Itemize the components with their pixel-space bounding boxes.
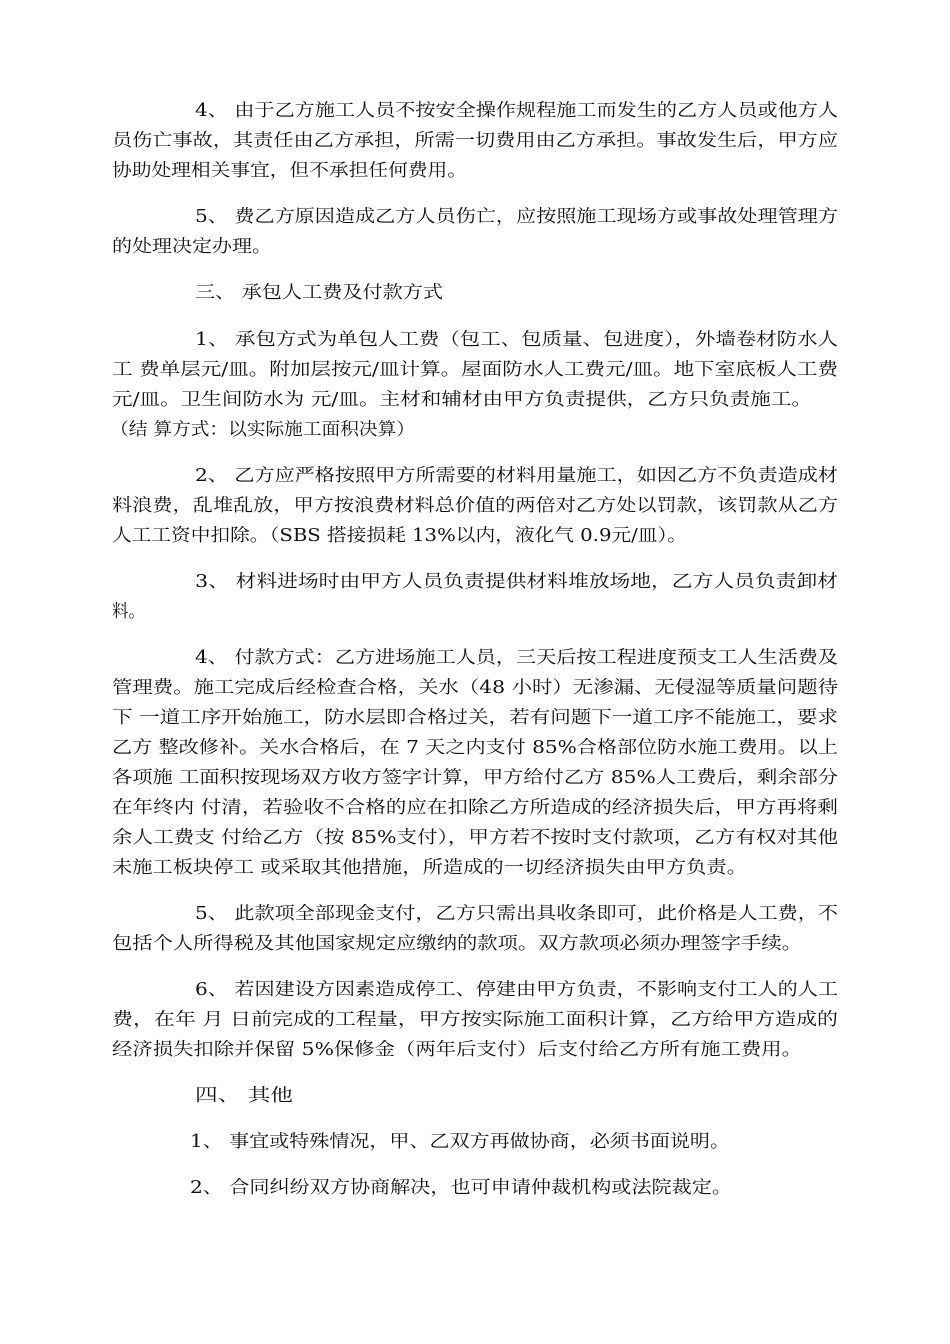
text-line: （结 算方式：以实际施工面积决算） [110,420,415,440]
text-line: 料浪费，乱堆乱放，甲方按浪费材料总价值的两倍对乙方处以罚款，该罚款从乙方 [112,496,838,516]
text-line: 管理费。施工完成后经检查合格，关水（48 小时）无渗漏、无侵湿等质量问题待 [112,678,838,698]
text-line: 各项施 工面积按现场双方收方签字计算，甲方给付乙方 85%人工费后，剩余部分 [112,768,838,788]
text-line: 人工工资中扣除。（SBS 搭接损耗 13%以内，液化气 0.9元/皿）。 [112,526,687,546]
text-line: 员伤亡事故，其责任由乙方承担，所需一切费用由乙方承担。事故发生后，甲方应 [112,131,838,151]
text-line: 在年终内 付清，若验收不合格的应在扣除乙方所造成的经济损失后，甲方再将剩 [112,798,838,818]
text-line: 经济损失扣除并保留 5%保修金（两年后支付）后支付给乙方所有施工费用。 [112,1040,802,1060]
text-line: 未施工板块停工 或采取其他措施，所造成的一切经济损失由甲方负责。 [112,858,747,878]
text-line: 5、 费乙方原因造成乙方人员伤亡，应按照施工现场方或事故处理管理方 [195,207,838,227]
text-line: 协助处理相关事宜，但不承担任何费用。 [112,161,467,181]
text-line: 4、 付款方式：乙方进场施工人员，三天后按工程进度预支工人生活费及 [195,648,838,668]
section-heading: 四、 其他 [195,1086,293,1106]
section-heading: 三、 承包人工费及付款方式 [195,283,443,303]
text-line: 5、 此款项全部现金支付，乙方只需出具收条即可，此价格是人工费，不 [195,904,838,924]
text-line: 1、 承包方式为单包人工费（包工、包质量、包进度），外墙卷材防水人 [195,330,838,350]
text-line: 的处理决定办理。 [112,237,272,257]
text-line: 2、 合同纠纷双方协商解决，也可申请仲裁机构或法院裁定。 [190,1178,732,1198]
text-line: 包括个人所得税及其他国家规定应缴纳的款项。双方款项必须办理签字手续。 [112,934,802,954]
text-line: 余人工费支 付给乙方（按 85%支付），甲方若不按时支付款项，乙方有权对其他 [112,828,838,848]
text-line: 费，在年 月 日前完成的工程量，甲方按实际施工面积计算，乙方给甲方造成的 [112,1010,838,1030]
text-line: 料。 [112,602,145,622]
text-line: 1、 事宜或特殊情况，甲、乙双方再做协商，必须书面说明。 [190,1132,730,1152]
text-line: 乙方 整改修补。关水合格后，在 7 天之内支付 85%合格部位防水施工费用。以上 [112,738,838,758]
text-line: 元/皿。卫生间防水为 元/皿。主材和辅材由甲方负责提供，乙方只负责施工。 [112,390,812,410]
text-line: 3、 材料进场时由甲方人员负责提供材料堆放场地，乙方人员负责卸材 [195,572,838,592]
text-line: 2、 乙方应严格按照甲方所需要的材料用量施工，如因乙方不负责造成材 [195,466,838,486]
text-line: 4、 由于乙方施工人员不按安全操作规程施工而发生的乙方人员或他方人 [195,101,838,121]
text-line: 下 一道工序开始施工，防水层即合格过关，若有问题下一道工序不能施工，要求 [112,708,838,728]
text-line: 6、 若因建设方因素造成停工、停建由甲方负责，不影响支付工人的人工 [195,980,838,1000]
text-line: 工 费单层元/皿。附加层按元/皿计算。屋面防水人工费元/皿。地下室底板人工费 [112,360,838,380]
